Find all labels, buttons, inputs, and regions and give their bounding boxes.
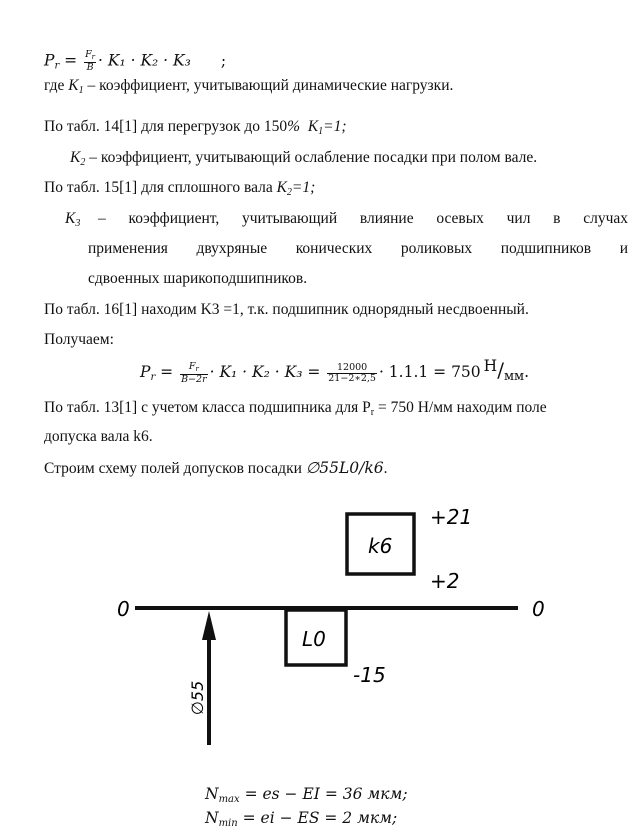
k3-line2: применения двухряные конических роликовых подшипников и [88, 240, 628, 257]
formula-pr: $P_r$ = $\frac{F_r}{B}$ · K₁ · K₂ · K₃ ; [44, 49, 227, 73]
zero-label-right: 0 [532, 597, 545, 621]
table13-line1: По табл. 13[1] с учетом класса подшипника для Pr = 750 Н/мм находим поле [44, 399, 547, 418]
bearing-field-label: L0 [302, 627, 326, 651]
bearing-lower-deviation: -15 [353, 663, 386, 687]
formula-nmin: $N_{min}$ = ei − ES = 2 мкм; [205, 809, 398, 829]
zero-label-left: 0 [117, 597, 130, 621]
shaft-lower-deviation: +2 [430, 569, 460, 593]
k1-definition: где $K_1$ – коэффициент, учитывающий динамические нагрузки. [44, 77, 454, 96]
table14-line: По табл. 14[1] для перегрузок до 150% $K_1=1$; [44, 118, 347, 137]
table15-line: По табл. 15[1] для сплошного вала $K_2=1$; [44, 179, 316, 198]
formula-pr-computed: $P_r$ = $\frac{F_r}{B-2r}$ · K₁ · K₂ · K₃ = $\frac{12000}{21-2∗2,5}$ · 1.1.1 = 750 Н/мм. [140, 357, 530, 385]
k3-symbol: $K_3$ [65, 210, 81, 229]
diameter-arrow-head [202, 611, 216, 640]
shaft-upper-deviation: +21 [430, 505, 473, 529]
diameter-label: ∅55 [188, 680, 207, 715]
formula-nmax: $N_{max}$ = es − EI = 36 мкм; [205, 785, 408, 805]
scheme-line: Строим схему полей допусков посадки ∅55L0/k6. [44, 459, 388, 477]
k2-definition: $K_2$ – коэффициент, учитывающий ослабление посадки при полом вале. [70, 149, 538, 168]
table16-line: По табл. 16[1] находим K3 =1, т.к. подшипник однорядный несдвоенный. [44, 301, 529, 318]
result-label: Получаем: [44, 331, 114, 348]
shaft-field-label: k6 [368, 534, 393, 558]
fraction-fr-b: $\frac{F_r}{B}$ [85, 49, 96, 73]
k3-line3: сдвоенных шарикоподшипников. [88, 270, 308, 287]
tolerance-diagram [0, 490, 639, 790]
table13-line2: допуска вала k6. [44, 428, 153, 445]
k3-line1: – коэффициент, учитывающий влияние осевых чил в случах [98, 210, 628, 227]
